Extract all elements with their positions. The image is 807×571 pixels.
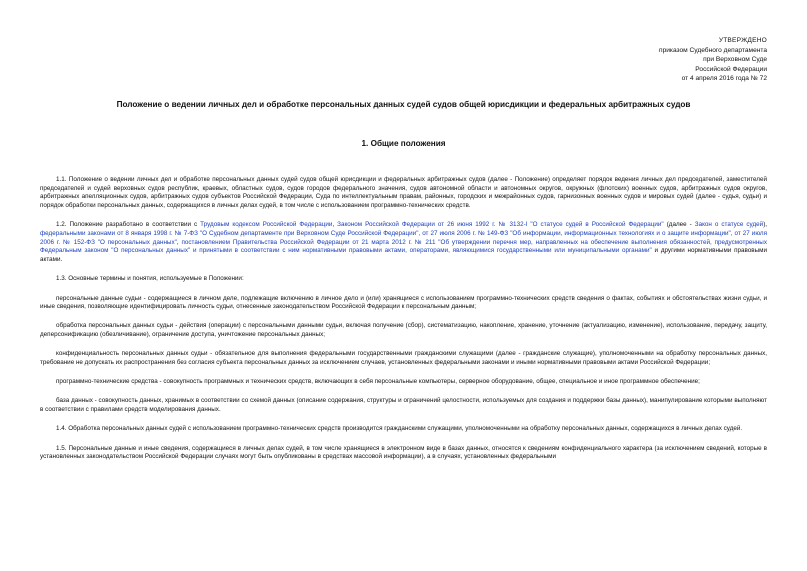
- document-body: [40, 176, 767, 472]
- paragraph-text: и другими нормативными правовыми актами.: [40, 247, 768, 264]
- paragraph-1-5: 1.5. Персональные данные и иные сведения, содержащиеся в личных делах судей, в том числе хранящиеся в электронном виде в базах данных, относятся к сведениям конфиденциального характера (за исключением сведений, которые в установленных законодательством Российской Федерации случаях могут быть опубликованы в средствах массовой информации), а в случаях, установленных федеральными: [40, 444, 767, 461]
- paragraph-1-4: 1.4. Обработка персональных данных судей с использованием программно-технических средств производится гражданскими служащими, уполномоченными на обработку персональных данных, содержащихся в личных делах судей.: [56, 425, 743, 433]
- approval-line: Российской Федерации: [695, 65, 767, 73]
- link-federal-laws[interactable]: федеральными законами от 8 января 1998 г. № 7-ФЗ "О Судебном департаменте при Верховном Суде Российской Федерации", от 27 июля 2006 г. № 149-ФЗ "Об информации, информационных технологиях и о защите информации", от 27 июля 2006 г. № 152-ФЗ "О персональных данных": [40, 230, 767, 246]
- paragraph-text: 1.2. Положение разработано в соответствии с: [56, 221, 201, 229]
- approval-date: от 4 апреля 2016 года № 72: [681, 75, 767, 83]
- paragraph-1-2: [40, 221, 767, 265]
- paragraph-text: ,: [332, 221, 338, 229]
- approval-line: при Верховном Суде: [703, 56, 767, 64]
- approval-line: приказом Судебного департамента: [659, 46, 767, 54]
- section-title: 1. Общие положения: [361, 139, 446, 148]
- document-title: Положение о ведении личных дел и обработке персональных данных судей судов общей юрисдикции и федеральных арбитражных судов: [116, 100, 691, 109]
- paragraph-text: ,: [176, 238, 182, 246]
- paragraph-text: (далее -: [663, 221, 695, 229]
- approval-heading: УТВЕРЖДЕНО: [718, 37, 767, 44]
- definition-processing: обработка персональных данных судьи - действия (операции) с персональными данными судьи, включая получение (сбор), систематизацию, накопление, хранение, уточнение (актуализацию, изменение), использование, передачу, защиту, деперсонификацию (обезличивание), ограничение доступа, уничтожение персональных данных;: [40, 322, 767, 339]
- definition-confidentiality: конфиденциальность персональных данных судьи - обязательное для выполнения федеральными государственными гражданскими служащими (далее - гражданские служащие), уполномоченными на обработку персональных данных, требование не допускать их распространения без согласия субъекта персональных данных за исключением случаев, установленных федеральными законами и иными нормативными правовыми актами Российской Федерации;: [40, 350, 767, 367]
- link-labor-code[interactable]: Трудовым кодексом Российской Федерации: [200, 221, 333, 229]
- link-judges-status-law[interactable]: Законом Российской Федерации от 26 июня 1992 г. № 3132-I "О статусе судей в Российской Федерации": [337, 221, 664, 229]
- definition-database: база данных - совокупность данных, хранимых в соответствии со схемой данных (описание содержания, структуры и ограничений целостности, используемых для создания и поддержки базы данных), манипулирование которыми выполняют в соответствии с правилами средств моделирования данных.: [40, 397, 767, 414]
- definition-software-hardware: программно-технические средства - совокупность программных и технических средств, включающих в себя персональные компьютеры, серверное оборудование, общее, специальное и иное программное обеспечение;: [56, 378, 700, 386]
- approval-stamp: [659, 36, 767, 84]
- link-law-short-name[interactable]: Закон о статусе судей: [694, 221, 764, 229]
- link-government-resolution[interactable]: постановлением Правительства Российской Федерации от 21 марта 2012 г. № 211 "Об утверждении перечня мер, направленных на обеспечение выполнения обязанностей, предусмотренных Федеральным законом "О персональных данных" и принятыми в соответствии с ним нормативными правовыми актами, операторами, являющимися государственными или муниципальными органами": [40, 238, 767, 255]
- paragraph-1-3: 1.3. Основные термины и понятия, используемые в Положении:: [56, 275, 244, 283]
- paragraph-text: ),: [763, 221, 768, 229]
- definition-personal-data: персональные данные судьи - содержащиеся в личном деле, подлежащие включению в личное дело и (или) хранящиеся с использованием программно-технических средств сведения о фактах, событиях и обстоятельствах жизни судьи, и иные сведения, позволяющие идентифицировать личность судьи, отнесенные законодательством Российской Федерации к персональным данным;: [40, 294, 767, 311]
- paragraph-1-1: 1.1. Положение о ведении личных дел и обработке персональных данных судей судов общей юрисдикции и федеральных арбитражных судов (далее - Положение) определяет порядок ведения личных дел председателей, заместителей председателей и судей верховных судов республик, краевых, областных судов, судов городов федерального значения, судов автономной области и автономных округов, окружных (флотских) военных судов, арбитражных судов округов, арбитражных апелляционных судов, арбитражных судов субъектов Российской Федерации, Суда по интеллектуальным правам, районных, городских и межрайонных судов, гарнизонных военных судов и мировых судей (далее - судья, судьи) и порядок обработки персональных данных, содержащихся в личных делах судей, в том числе с использованием программно-технических средств.: [40, 176, 767, 210]
